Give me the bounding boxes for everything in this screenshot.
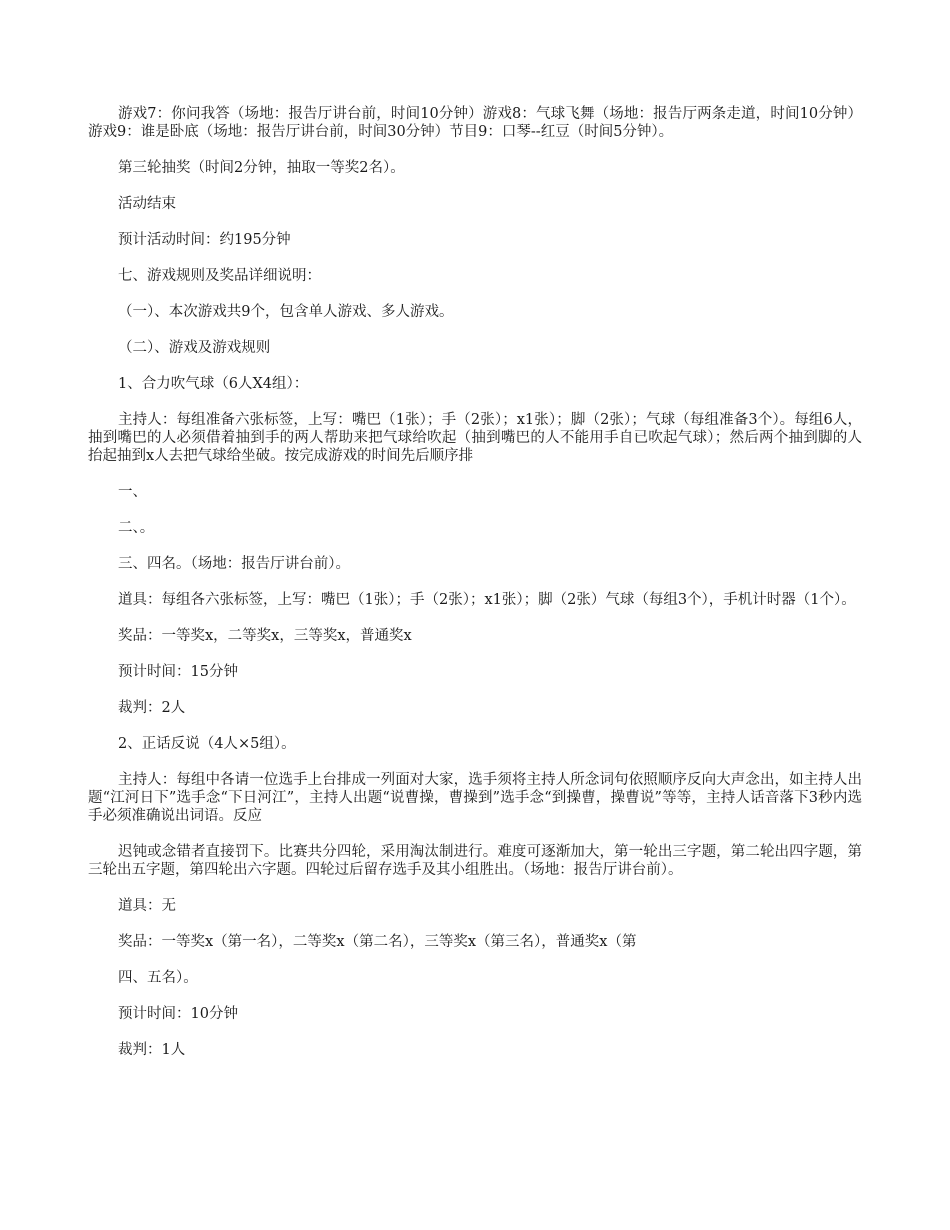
game-2-host-rules: 主持人：每组中各请一位选手上台排成一列面对大家，选手须将主持人所念词句依照顺序反向大声念出，如主持人出题“江河日下”选手念“下日河江”，主持人出题“说曹操，曹操到”选手念“到操曹，操曹说”等等，主持人话音落下3秒内选手必须准确说出词语。反应	[88, 772, 862, 824]
game-1-host-rules: 主持人：每组准备六张标签，上写：嘴巴（1张）；手（2张）；x1张）；脚（2张）；气球（每组准备3个）。每组6人，抽到嘴巴的人必须借着抽到手的两人帮助来把气球给吹起（抽到嘴巴的人不能用手自已吹起气球）；然后两个抽到脚的人抬起抽到x人去把气球给坐破。按完成游戏的时间先后顺序排	[88, 412, 862, 464]
ranking-item-2: 二、。	[118, 520, 155, 536]
document-page	[88, 105, 862, 1077]
paragraph-games-and-rules: （二）、游戏及游戏规则	[118, 340, 271, 356]
paragraph-game-count: （一）、本次游戏共9个，包含单人游戏、多人游戏。	[118, 304, 454, 320]
game-2-props: 道具：无	[118, 898, 176, 914]
paragraph-estimated-time: 预计活动时间：约195分钟	[118, 232, 291, 248]
game-1-time: 预计时间：15分钟	[118, 664, 238, 680]
game-1-prizes: 奖品：一等奖x，二等奖x，三等奖x，普通奖x	[118, 628, 412, 644]
game-1-judges: 裁判：2人	[118, 700, 186, 716]
game-2-prizes: 奖品：一等奖x（第一名），二等奖x（第二名），三等奖x（第三名），普通奖x（第	[118, 934, 637, 950]
game-2-elimination-rules: 迟钝或念错者直接罚下。比赛共分四轮，采用淘汰制进行。难度可逐渐加大，第一轮出三字题，第二轮出四字题，第三轮出五字题，第四轮出六字题。四轮过后留存选手及其小组胜出。（场地：报告厅讲台前）。	[88, 844, 862, 878]
ranking-item-1: 一、	[118, 484, 147, 500]
paragraph-third-draw: 第三轮抽奖（时间2分钟，抽取一等奖2名）。	[118, 160, 405, 176]
ranking-item-3-4: 三、四名。（场地：报告厅讲台前）。	[118, 556, 350, 572]
section-heading-rules: 七、游戏规则及奖品详细说明：	[118, 268, 321, 284]
game-1-title: 1、合力吹气球（6人X4组）：	[118, 376, 309, 392]
paragraph-activity-end: 活动结束	[118, 196, 176, 212]
game-2-time: 预计时间：10分钟	[118, 1006, 238, 1022]
game-1-props: 道具：每组各六张标签，上写：嘴巴（1张）；手（2张）；x1张）；脚（2张）气球（每组3个），手机计时器（1个）。	[118, 592, 856, 608]
game-2-title: 2、正话反说（4人×5组）。	[118, 736, 296, 752]
game-2-judges: 裁判：1人	[118, 1042, 186, 1058]
paragraph-games-7-9: 游戏7：你问我答（场地：报告厅讲台前，时间10分钟）游戏8：气球飞舞（场地：报告厅两条走道，时间10分钟）游戏9：谁是卧底（场地：报告厅讲台前，时间30分钟）节目9：口琴--红豆（时间5分钟）。	[88, 106, 862, 140]
game-2-prizes-continued: 四、五名）。	[118, 970, 198, 986]
